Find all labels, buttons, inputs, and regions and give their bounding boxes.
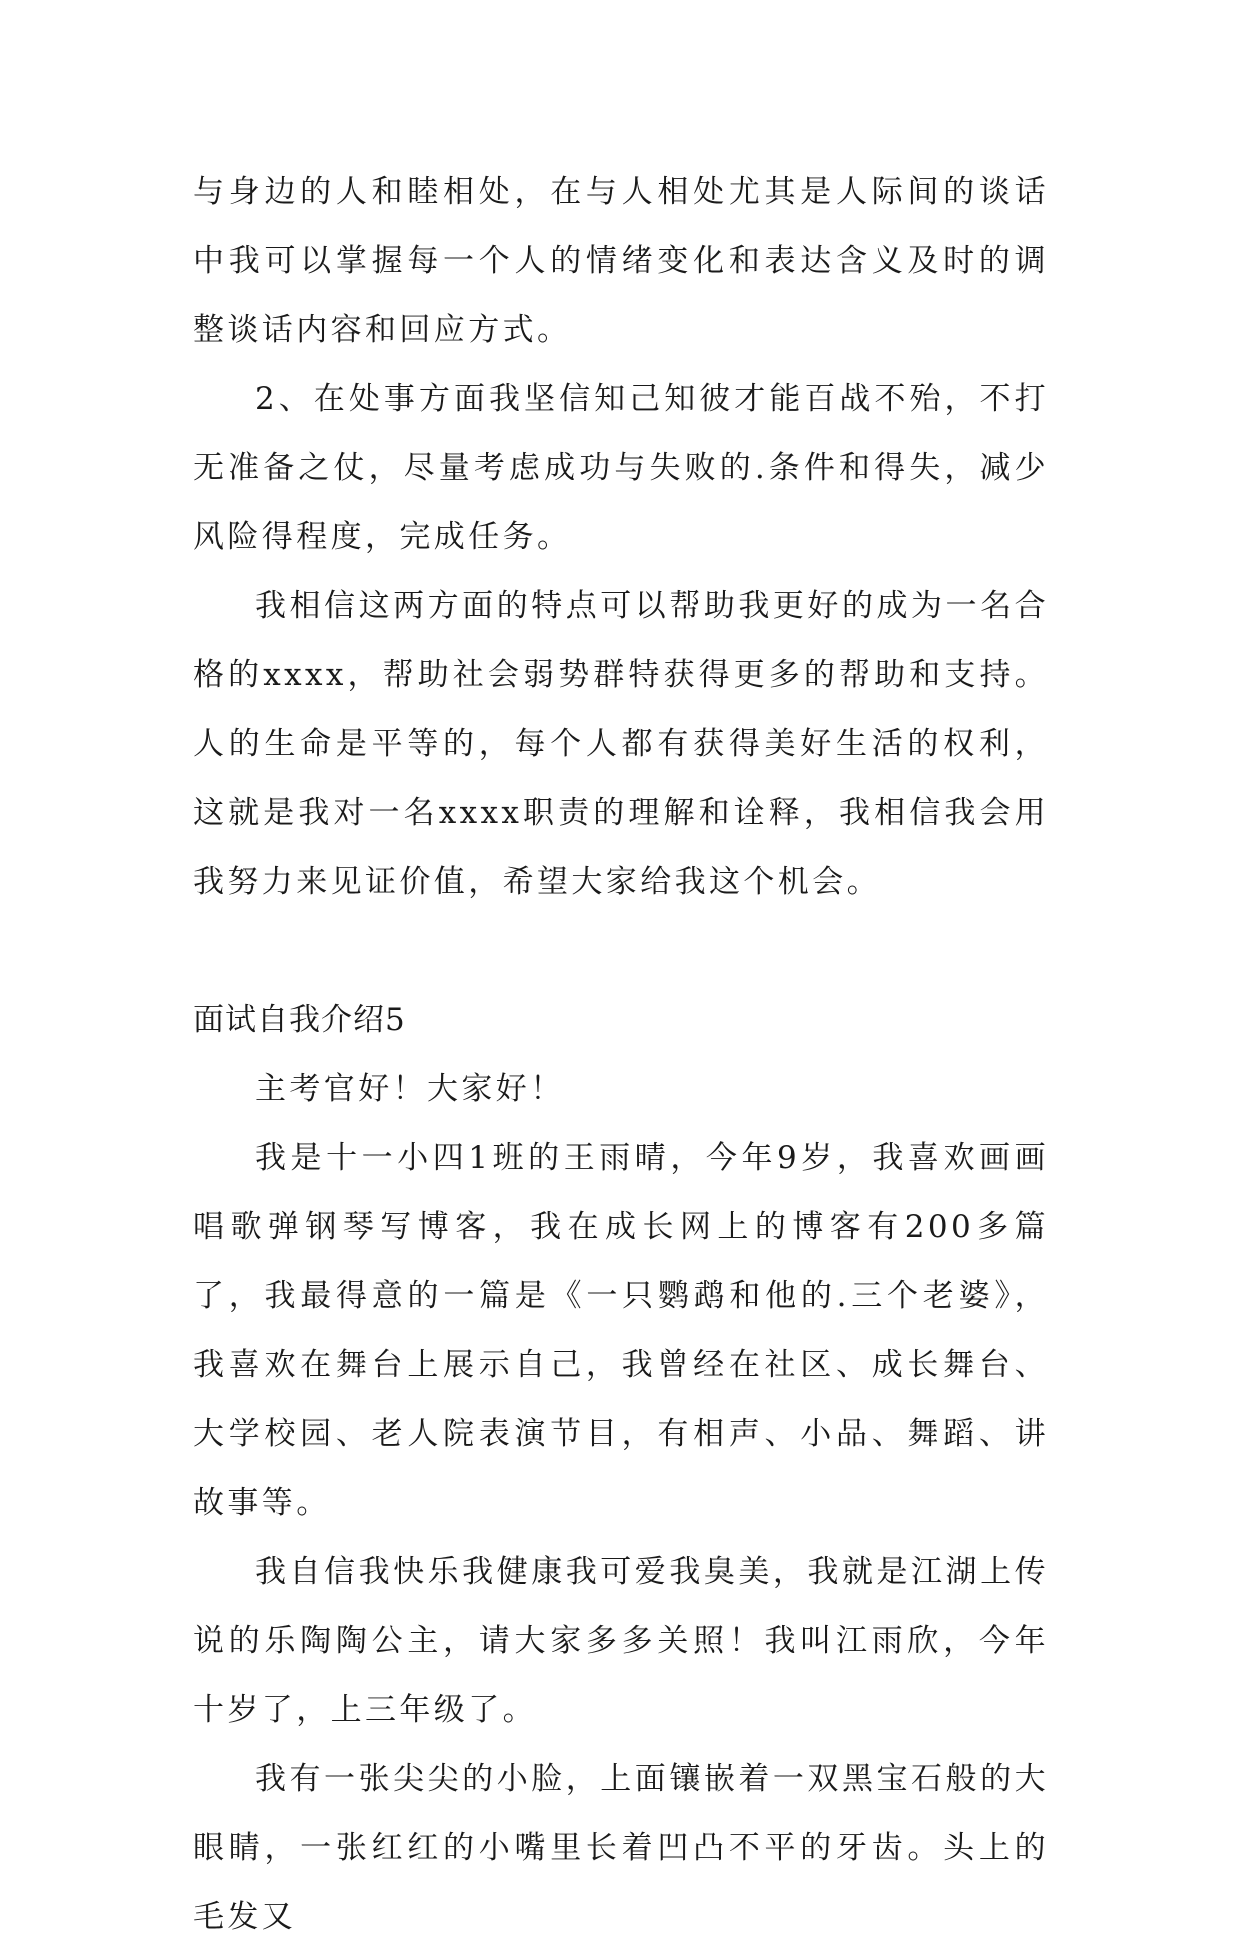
document-body — [193, 158, 1049, 1952]
paragraph-continued: 与身边的人和睦相处，在与人相处尤其是人际间的谈话中我可以掌握每一个人的情绪变化和表达含义及时的调整谈话内容和回应方式。 — [193, 174, 1049, 348]
paragraph-intro: 我是十一小四1班的王雨晴，今年9岁，我喜欢画画唱歌弹钢琴写博客，我在成长网上的博客有200多篇了，我最得意的一篇是《一只鹦鹉和他的.三个老婆》，我喜欢在舞台上展示自己，我曾经在社区、成长舞台、大学校园、老人院表演节目，有相声、小品、舞蹈、讲故事等。 — [193, 1140, 1049, 1521]
paragraph-self: 我自信我快乐我健康我可爱我臭美，我就是江湖上传说的乐陶陶公主，请大家多多关照！我叫江雨欣，今年十岁了，上三年级了。 — [193, 1554, 1049, 1728]
paragraph-conclusion: 我相信这两方面的特点可以帮助我更好的成为一名合格的xxxx，帮助社会弱势群特获得更多的帮助和支持。人的生命是平等的，每个人都有获得美好生活的权利，这就是我对一名xxxx职责的理解和诠释，我相信我会用我努力来见证价值，希望大家给我这个机会。 — [193, 588, 1049, 900]
paragraph-point-2: 2、在处事方面我坚信知己知彼才能百战不殆，不打无准备之仗，尽量考虑成功与失败的.条件和得失，减少风险得程度，完成任务。 — [193, 381, 1049, 555]
section-title: 面试自我介绍5 — [193, 1002, 406, 1038]
paragraph-greeting: 主考官好！大家好！ — [255, 1071, 565, 1107]
paragraph-appearance: 我有一张尖尖的小脸，上面镶嵌着一双黑宝石般的大眼睛，一张红红的小嘴里长着凹凸不平的牙齿。头上的毛发又 — [193, 1761, 1049, 1935]
